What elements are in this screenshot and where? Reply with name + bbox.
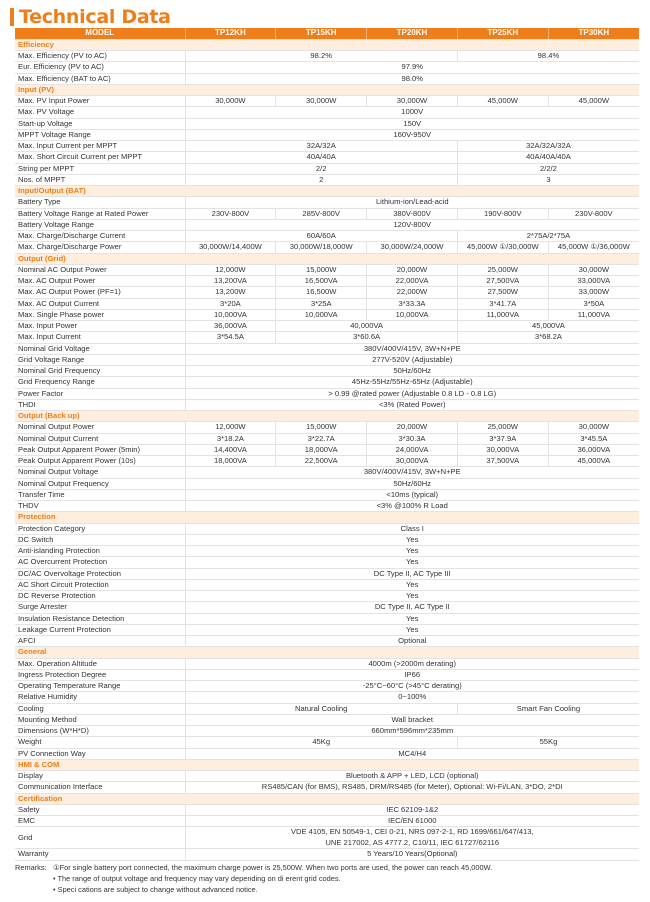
section-row [15,793,639,804]
section-row [15,186,639,197]
table-row [15,163,639,174]
section-row [15,39,639,50]
value-cell: 380V/400V/415V, 3W+N+PE [185,343,639,354]
row-label: Max. PV Input Power [15,96,185,107]
value-cell: 3*30.3A [367,433,458,444]
value-cell: 97.9% [185,62,639,73]
table-row [15,613,639,624]
header-model-column: TP20KH [367,28,458,39]
table-row [15,534,639,545]
value-cell: IP66 [185,669,639,680]
value-cell: 13,200W [185,287,276,298]
table-row [15,433,639,444]
row-label: Weight [15,737,185,748]
row-label: Grid [15,827,185,849]
table-row [15,444,639,455]
value-cell: 10,000VA [276,309,367,320]
value-cell: Yes [185,546,639,557]
value-cell: 3*22.7A [276,433,367,444]
row-label: Battery Voltage Range at Rated Power [15,208,185,219]
row-label: Peak Output Apparent Power (10s) [15,456,185,467]
row-label: Warranty [15,849,185,860]
row-label: Power Factor [15,388,185,399]
value-cell: 22,000VA [367,276,458,287]
section-title: Input/Output (BAT) [15,186,639,197]
section-title: HMI & COM [15,759,639,770]
value-cell: 22,500VA [276,456,367,467]
title-accent-bar [10,8,14,26]
section-row [15,84,639,95]
value-cell: IEC/EN 61000 [185,816,639,827]
row-label: Nominal Grid Voltage [15,343,185,354]
value-cell: 25,000W [457,422,548,433]
section-title: Input (PV) [15,84,639,95]
value-cell: 98.0% [185,73,639,84]
row-label: Nominal Output Frequency [15,478,185,489]
table-row [15,658,639,669]
spec-table [15,28,639,861]
value-cell: IEC 62109-1&2 [185,804,639,815]
value-cell: 285V-800V [276,208,367,219]
value-cell: 3 [457,174,639,185]
value-cell: 30,000VA [367,456,458,467]
header-model-column: TP30KH [548,28,639,39]
row-label: DC Reverse Protection [15,591,185,602]
title-block [10,6,171,28]
value-cell: Wall bracket [185,714,639,725]
value-cell: 30,000W [185,96,276,107]
table-row [15,523,639,534]
row-label: Max. Charge/Discharge Power [15,242,185,253]
value-cell: 45,000W ①/36,000W [548,242,639,253]
value-cell: 27,500W [457,287,548,298]
value-cell: Yes [185,579,639,590]
row-label: Insulation Resistance Detection [15,613,185,624]
section-row [15,253,639,264]
table-row [15,624,639,635]
row-label: Anti-islanding Protection [15,546,185,557]
value-cell: 45,000W ①/30,000W [457,242,548,253]
row-label: Eur. Efficiency (PV to AC) [15,62,185,73]
table-row [15,399,639,410]
value-cell: 3*37.9A [457,433,548,444]
value-cell: 30,000W [548,422,639,433]
row-label: AC Overcurrent Protection [15,557,185,568]
value-cell: -25°C~60°C (>45°C derating) [185,681,639,692]
section-title: Output (Back up) [15,411,639,422]
table-row [15,748,639,759]
table-row [15,602,639,613]
row-label: Nos. of MPPT [15,174,185,185]
table-row [15,174,639,185]
value-cell: Optional [185,636,639,647]
value-cell: > 0.99 @rated power (Adjustable 0.8 LD - 0.8 LG) [185,388,639,399]
row-label: Nominal Output Current [15,433,185,444]
row-label: Communication Interface [15,782,185,793]
table-row [15,827,639,849]
value-cell: 60A/60A [185,231,457,242]
row-label: Battery Voltage Range [15,219,185,230]
header-model-column: TP25KH [457,28,548,39]
value-cell: 55Kg [457,737,639,748]
value-cell: 16,500W [276,287,367,298]
table-row [15,726,639,737]
row-label: Nominal AC Output Power [15,264,185,275]
value-cell: 45,000W [457,96,548,107]
value-cell: 45,000W [548,96,639,107]
row-label: Ingress Protection Degree [15,669,185,680]
value-cell: 40A/40A/40A [457,152,639,163]
value-cell: Lithium-ion/Lead-acid [185,197,639,208]
value-cell: 380V-800V [367,208,458,219]
section-title: Certification [15,793,639,804]
value-cell: 3*18.2A [185,433,276,444]
table-row [15,591,639,602]
row-label: Max. AC Output Power [15,276,185,287]
row-label: Grid Voltage Range [15,354,185,365]
value-cell: 3*45.5A [548,433,639,444]
value-cell: 30,000VA [457,444,548,455]
row-label: AFCI [15,636,185,647]
table-row [15,557,639,568]
value-cell: 380V/400V/415V, 3W+N+PE [185,467,639,478]
row-label: Safety [15,804,185,815]
table-row [15,546,639,557]
remark-text: ①For single battery port connected, the maximum charge power is 25,500W. When two ports are used, the power can reach 45,000W. [53,863,493,872]
table-row [15,219,639,230]
table-row [15,568,639,579]
value-cell: 30,000W [548,264,639,275]
table-row [15,264,639,275]
value-cell: Yes [185,591,639,602]
value-cell: 45Kg [185,737,457,748]
row-label: Max. Input Current per MPPT [15,141,185,152]
value-cell: 45,000VA [457,321,639,332]
value-cell: 11,000VA [457,309,548,320]
header-row [15,28,639,39]
row-label: Mounting Method [15,714,185,725]
value-cell: 277V-520V (Adjustable) [185,354,639,365]
page-title: Technical Data [19,6,171,28]
row-label: Max. AC Output Current [15,298,185,309]
table-row [15,478,639,489]
table-row [15,343,639,354]
row-label: Transfer Time [15,489,185,500]
section-title: Efficiency [15,39,639,50]
value-cell: 0~100% [185,692,639,703]
table-row [15,804,639,815]
value-cell: 20,000W [367,264,458,275]
value-cell: 30,000W/18,000W [276,242,367,253]
table-row [15,456,639,467]
row-label: Surge Arrester [15,602,185,613]
table-row [15,298,639,309]
header-model: MODEL [15,28,185,39]
value-cell: 30,000W [367,96,458,107]
value-cell: <10ms (typical) [185,489,639,500]
table-row [15,489,639,500]
value-cell: 3*25A [276,298,367,309]
table-row [15,669,639,680]
row-label: Protection Category [15,523,185,534]
row-label: Max. Efficiency (BAT to AC) [15,73,185,84]
remark-line [15,863,639,874]
row-label: Nominal Output Voltage [15,467,185,478]
value-cell: 40,000VA [276,321,458,332]
value-cell: 27,500VA [457,276,548,287]
value-cell: Yes [185,613,639,624]
row-label: THDI [15,399,185,410]
value-cell: RS485/CAN (for BMS), RS485, DRM/RS485 (for Meter), Optional: Wi-Fi/LAN, 3*DO, 2*DI [185,782,639,793]
value-cell: 13,200VA [185,276,276,287]
row-label: Max. Single Phase power [15,309,185,320]
value-cell: 10,000VA [367,309,458,320]
row-label: THDV [15,501,185,512]
value-cell: 45,000VA [548,456,639,467]
value-cell: 150V [185,118,639,129]
value-cell: 160V-950V [185,129,639,140]
value-cell: 15,000W [276,422,367,433]
row-label: DC/AC Overvoltage Protection [15,568,185,579]
section-row [15,759,639,770]
value-cell: 20,000W [367,422,458,433]
row-label: Peak Output Apparent Power (5min) [15,444,185,455]
value-cell: Smart Fan Cooling [457,703,639,714]
value-cell: 98.2% [185,51,457,62]
value-cell: 3*41.7A [457,298,548,309]
row-label: Leakage Current Protection [15,624,185,635]
row-label: Grid Frequency Range [15,377,185,388]
table-row [15,501,639,512]
value-cell: 32A/32A/32A [457,141,639,152]
row-label: Max. Short Circuit Current per MPPT [15,152,185,163]
value-cell: 2/2 [185,163,457,174]
row-label: PV Connection Way [15,748,185,759]
value-cell: 11,000VA [548,309,639,320]
table-row [15,208,639,219]
value-cell: Class I [185,523,639,534]
table-row [15,62,639,73]
table-row [15,107,639,118]
section-title: Output (Grid) [15,253,639,264]
value-cell: 45Hz-55Hz/55Hz-65Hz (Adjustable) [185,377,639,388]
value-cell: 2*75A/2*75A [457,231,639,242]
table-row [15,118,639,129]
value-cell: Yes [185,624,639,635]
table-row [15,816,639,827]
value-cell: 230V-800V [548,208,639,219]
row-label: Dimensions (W*H*D) [15,726,185,737]
value-cell: 3*20A [185,298,276,309]
table-row [15,354,639,365]
table-row [15,737,639,748]
row-label: AC Short Circuit Protection [15,579,185,590]
value-cell: 50Hz/60Hz [185,478,639,489]
value-cell: 98.4% [457,51,639,62]
table-row [15,129,639,140]
value-cell: Yes [185,534,639,545]
value-cell: 33,000VA [548,276,639,287]
value-cell: 18,000VA [276,444,367,455]
value-cell: 32A/32A [185,141,457,152]
value-cell: DC Type II, AC Type II [185,602,639,613]
value-cell: 3*33.3A [367,298,458,309]
table-row [15,152,639,163]
row-label: Nominal Grid Frequency [15,366,185,377]
row-label: Nominal Output Power [15,422,185,433]
value-cell: 10,000VA [185,309,276,320]
row-label: EMC [15,816,185,827]
table-row [15,73,639,84]
value-cell: 4000m (>2000m derating) [185,658,639,669]
row-label: Max. Input Current [15,332,185,343]
value-cell: 190V-800V [457,208,548,219]
table-row [15,51,639,62]
remark-text: • Speci cations are subject to change without advanced notice. [53,884,258,894]
section-row [15,411,639,422]
table-row [15,276,639,287]
value-cell: Yes [185,557,639,568]
table-row [15,422,639,433]
value-cell: 15,000W [276,264,367,275]
table-row [15,141,639,152]
value-cell: 3*50A [548,298,639,309]
value-cell: 30,000W [276,96,367,107]
value-cell: 12,000W [185,422,276,433]
table-row [15,388,639,399]
table-row [15,636,639,647]
header-model-column: TP12KH [185,28,276,39]
table-row [15,714,639,725]
value-cell: 30,000W/24,000W [367,242,458,253]
value-cell: 16,500VA [276,276,367,287]
row-label: Max. Operation Altitude [15,658,185,669]
table-row [15,366,639,377]
value-cell: 660mm*596mm*235mm [185,726,639,737]
row-label: Cooling [15,703,185,714]
value-cell: 2 [185,174,457,185]
table-row [15,321,639,332]
table-row [15,96,639,107]
row-label: Max. Charge/Discharge Current [15,231,185,242]
remark-line [15,885,639,896]
value-cell: 37,500VA [457,456,548,467]
section-title: Protection [15,512,639,523]
section-title: General [15,647,639,658]
row-label: Max. PV Voltage [15,107,185,118]
row-label: Max. Efficiency (PV to AC) [15,51,185,62]
value-cell: VDE 4105, EN 50549-1, CEI 0-21, NRS 097-2-1, RD 1699/661/647/413, UNE 217002, AS 4777.2, C10/11, IEC 61727/62116 [185,827,639,849]
value-cell: Natural Cooling [185,703,457,714]
value-cell: 12,000W [185,264,276,275]
row-label: Display [15,771,185,782]
value-cell: <3% (Rated Power) [185,399,639,410]
value-cell: <3% @100% R Load [185,501,639,512]
value-cell: 24,000VA [367,444,458,455]
table-row [15,703,639,714]
value-cell: 14,400VA [185,444,276,455]
value-cell: 36,000VA [185,321,276,332]
value-cell: 120V-800V [185,219,639,230]
remarks-label: Remarks: [15,863,47,872]
value-cell: 1000V [185,107,639,118]
row-label: Start-up Voltage [15,118,185,129]
row-label: String per MPPT [15,163,185,174]
table-row [15,681,639,692]
value-cell: DC Type II, AC Type III [185,568,639,579]
value-cell: 36,000VA [548,444,639,455]
table-row [15,231,639,242]
table-row [15,197,639,208]
value-cell: 50Hz/60Hz [185,366,639,377]
table-row [15,579,639,590]
row-label: MPPT Voltage Range [15,129,185,140]
value-cell: 18,000VA [185,456,276,467]
table-row [15,309,639,320]
row-label: Battery Type [15,197,185,208]
value-cell: 3*60.6A [276,332,458,343]
section-row [15,647,639,658]
table-row [15,849,639,860]
value-cell: 3*54.5A [185,332,276,343]
value-cell: 2/2/2 [457,163,639,174]
value-cell: 40A/40A [185,152,457,163]
table-row [15,771,639,782]
row-label: Max. Input Power [15,321,185,332]
header-model-column: TP15KH [276,28,367,39]
value-cell: MC4/H4 [185,748,639,759]
section-row [15,512,639,523]
value-cell: 3*68.2A [457,332,639,343]
remark-text: • The range of output voltage and frequency may vary depending on di erent grid codes. [53,873,341,883]
value-cell: 33,000W [548,287,639,298]
value-cell: 230V-800V [185,208,276,219]
table-row [15,287,639,298]
table-row [15,332,639,343]
table-row [15,377,639,388]
value-cell: 30,000W/14,400W [185,242,276,253]
row-label: Operating Temperature Range [15,681,185,692]
value-cell: 5 Years/10 Years(Optional) [185,849,639,860]
remark-line [15,874,639,885]
remarks [15,863,639,895]
value-cell: 25,000W [457,264,548,275]
row-label: DC Switch [15,534,185,545]
value-cell: Bluetooth & APP + LED, LCD (optional) [185,771,639,782]
table-row [15,692,639,703]
row-label: Relative Humidity [15,692,185,703]
table-row [15,467,639,478]
table-row [15,242,639,253]
table-row [15,782,639,793]
value-cell: 22,000W [367,287,458,298]
row-label: Max. AC Output Power (PF=1) [15,287,185,298]
